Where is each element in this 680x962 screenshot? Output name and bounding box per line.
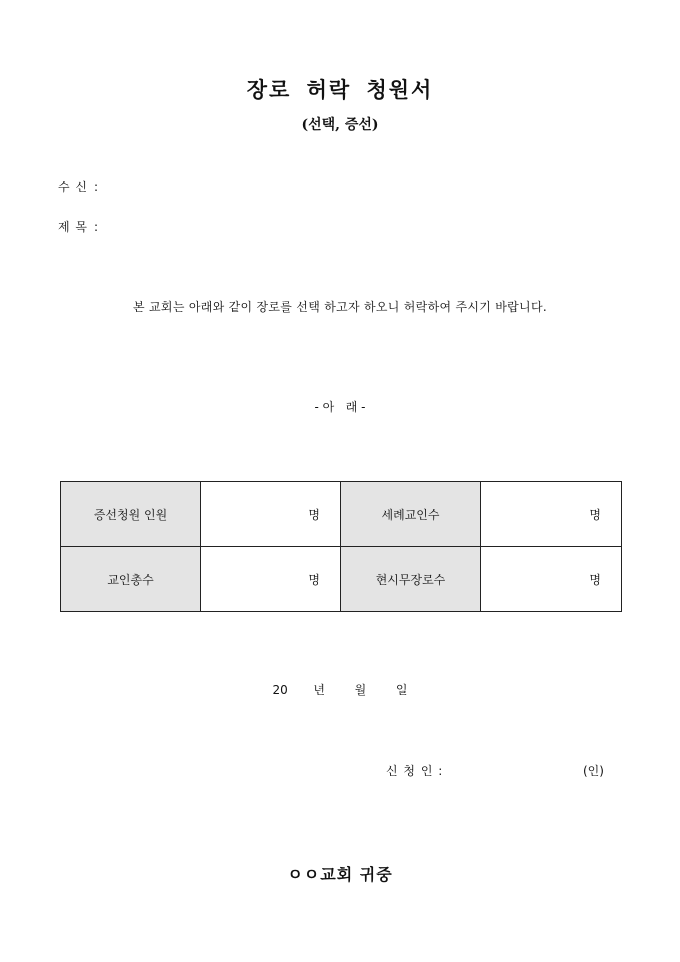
document-title: 장로 허락 청원서	[246, 77, 434, 102]
addressee-footer: ㅇㅇ교회 귀중	[287, 865, 393, 884]
table-value-cell[interactable]: 명	[481, 547, 622, 612]
recipient-label: 수 신	[58, 180, 88, 194]
recipient-field	[58, 178, 99, 195]
table-header-cell: 세례교인수	[341, 482, 481, 547]
date-year: 년	[313, 683, 326, 697]
applicant-field	[386, 762, 443, 779]
table-value-cell[interactable]: 명	[201, 547, 341, 612]
member-count-table	[60, 481, 622, 612]
subject-field	[58, 218, 99, 235]
table-value-cell[interactable]: 명	[481, 482, 622, 547]
request-statement: 본 교회는 아래와 같이 장로를 선택 하고자 하오니 허락하여 주시기 바랍니다.	[133, 300, 547, 314]
date-day: 일	[395, 683, 408, 697]
table-row	[61, 482, 622, 547]
below-heading: - 아 래 -	[314, 400, 366, 414]
document-subtitle: (선택, 증선)	[301, 117, 379, 133]
table-header-cell: 현시무장로수	[341, 547, 481, 612]
table-row	[61, 547, 622, 612]
date-month: 월	[354, 683, 367, 697]
applicant-label: 신 청 인	[386, 764, 434, 778]
seal-mark: (인)	[583, 764, 604, 778]
recipient-separator: :	[94, 180, 100, 194]
table-value-cell[interactable]: 명	[201, 482, 341, 547]
subject-label: 제 목	[58, 220, 88, 234]
date-year-prefix: 20	[272, 683, 288, 697]
subject-separator: :	[94, 220, 100, 234]
applicant-separator: :	[438, 764, 444, 778]
table-header-cell: 교인총수	[61, 547, 201, 612]
date-line	[0, 681, 680, 698]
table-header-cell: 증선청원 인원	[61, 482, 201, 547]
